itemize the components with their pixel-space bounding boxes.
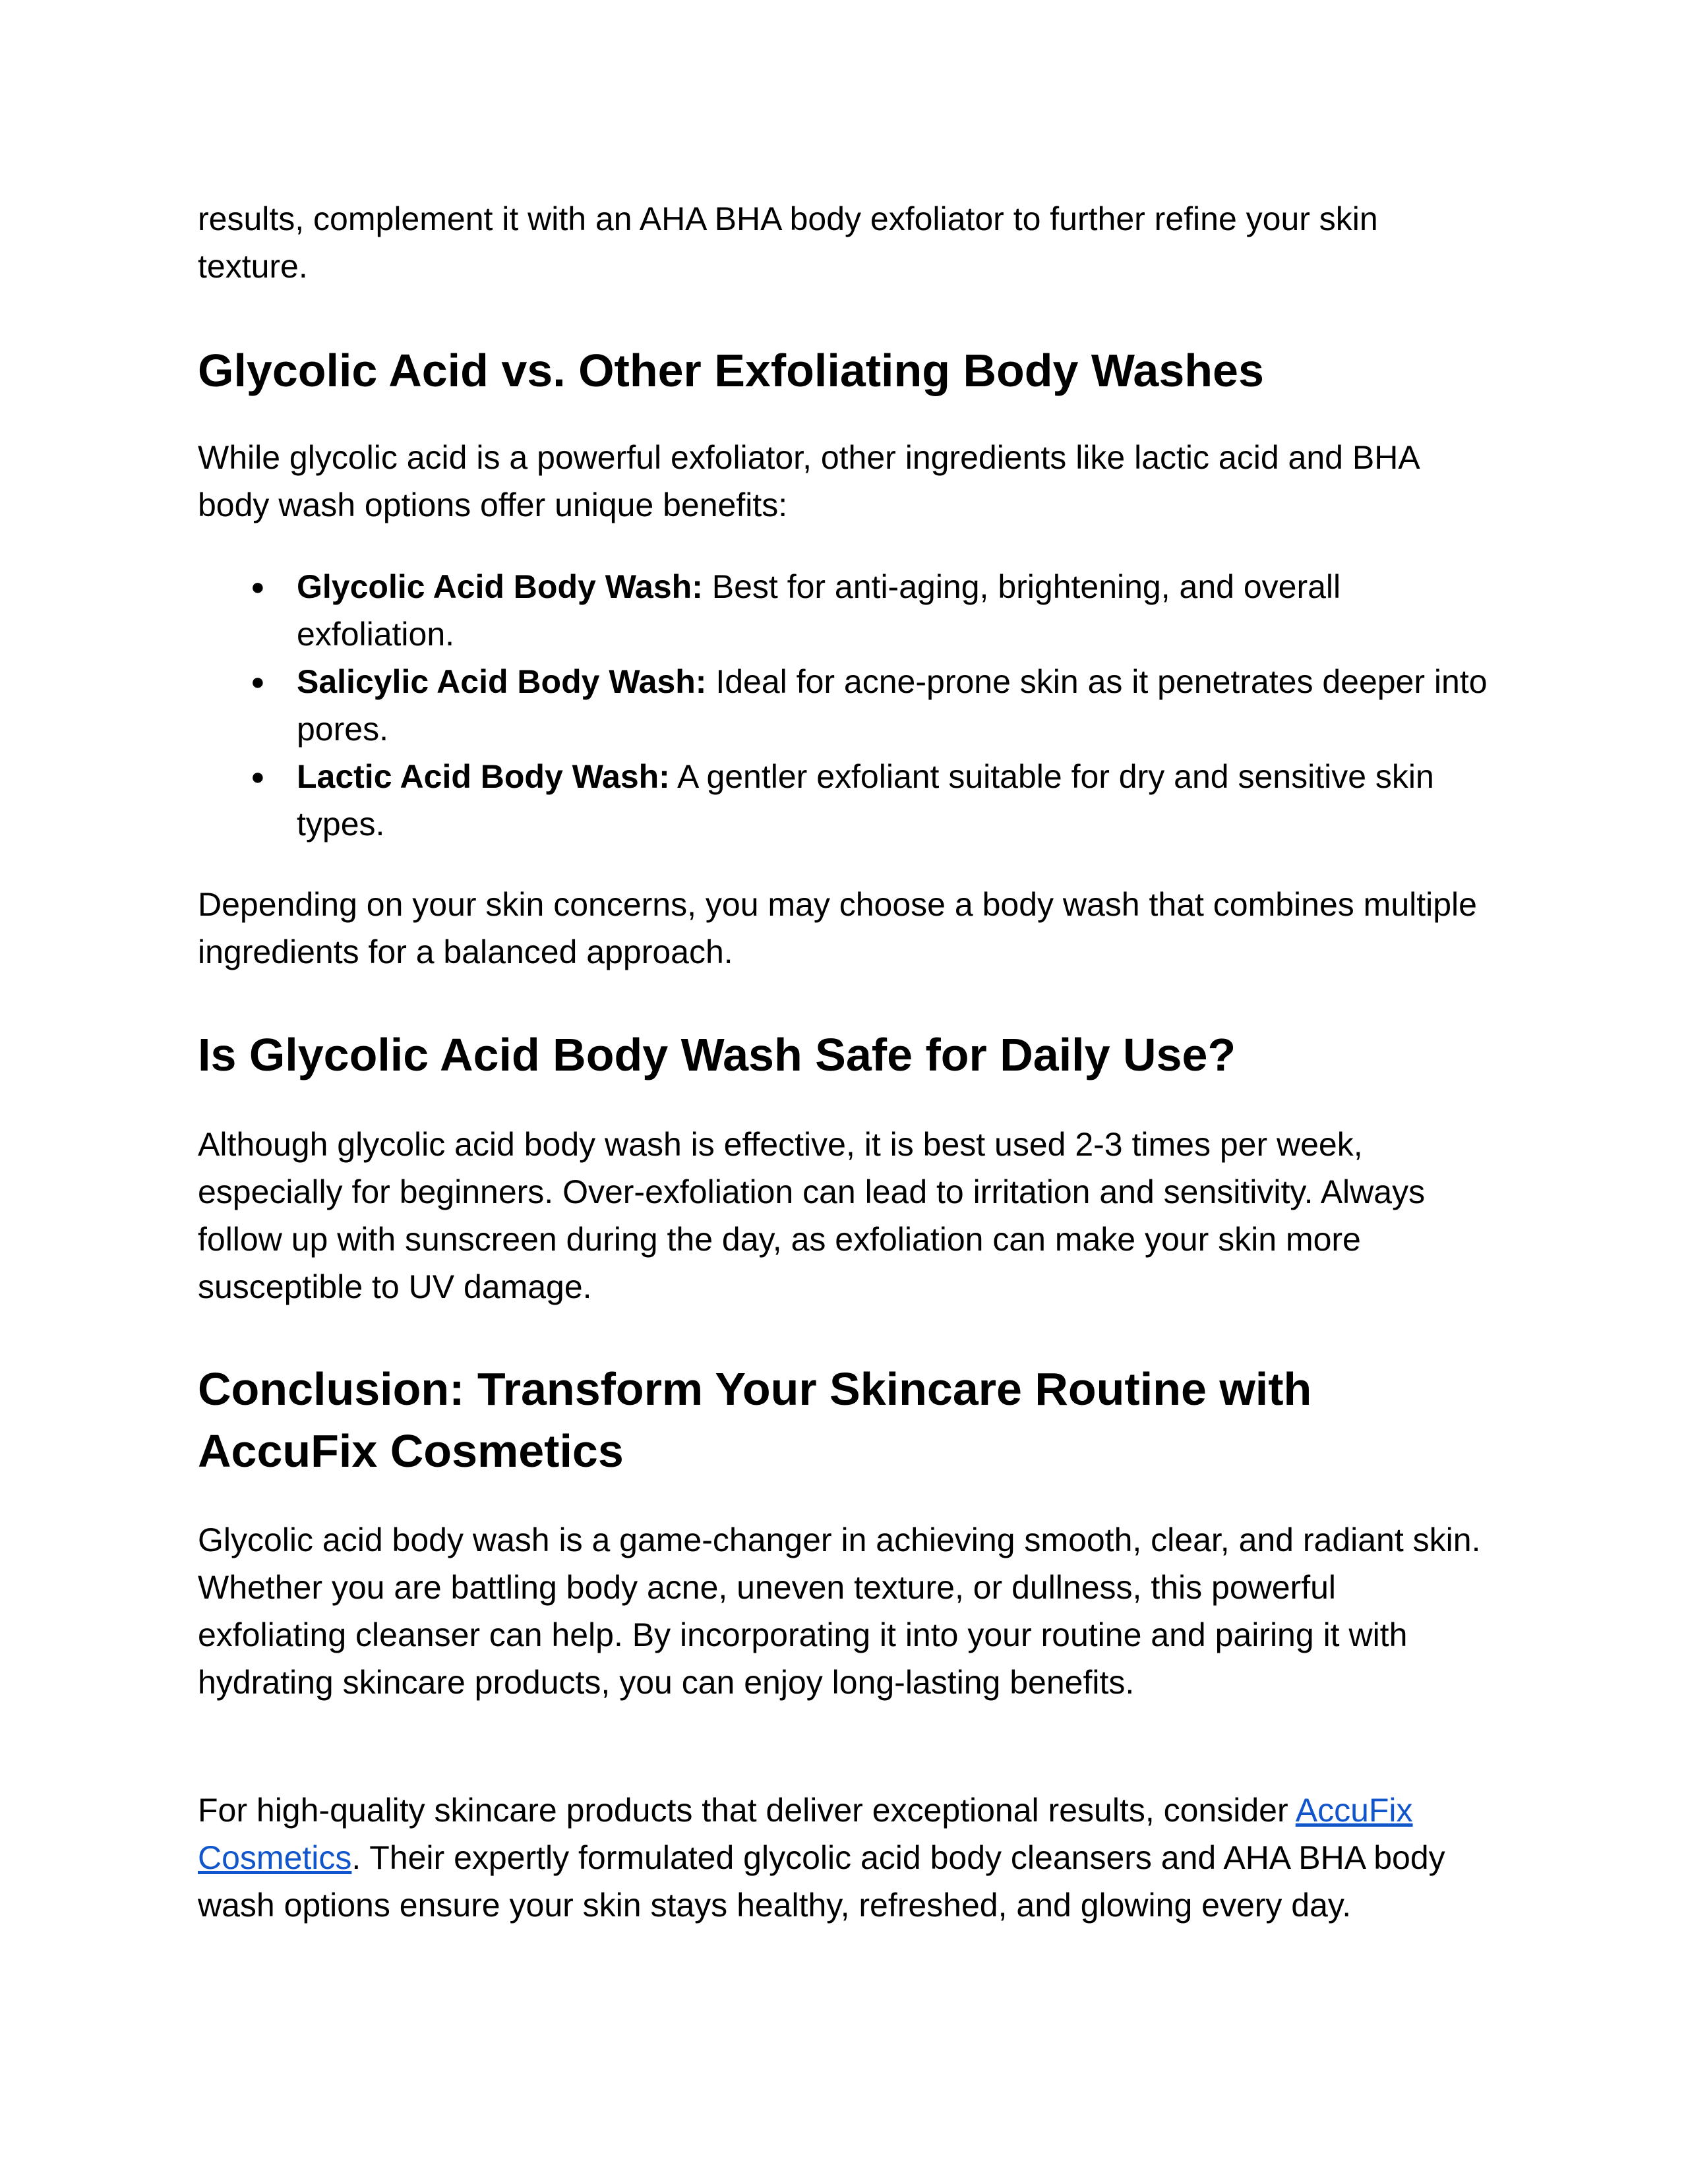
- list-item-label: Glycolic Acid Body Wash:: [297, 568, 703, 605]
- bullet-icon: ●: [251, 573, 265, 600]
- safety-paragraph: Although glycolic acid body wash is effective, it is best used 2-3 times per week, especially for beginners. Over-exfoliation can lead to irritation and sensitivity. Always follow up with sunscreen during the day, as exfoliation can make your skin more susceptible to UV damage.: [198, 1126, 1426, 1305]
- final-paragraph: [198, 1786, 1490, 1929]
- accufix-cosmetics-link[interactable]: AccuFix Cosmetics: [198, 1792, 1413, 1876]
- comparison-bullet-list: [198, 563, 1490, 848]
- bullet-icon: ●: [251, 668, 265, 695]
- final-text-before: For high-quality skincare products that deliver exceptional results, consider: [198, 1792, 1296, 1829]
- list-item: [198, 753, 1490, 848]
- list-item: [198, 563, 1490, 658]
- list-item: [198, 658, 1490, 753]
- list-item-text: A gentler exfoliant suitable for dry and sensitive skin types.: [297, 758, 1434, 842]
- list-item-text: Ideal for acne-prone skin as it penetrates deeper into pores.: [297, 663, 1488, 748]
- conclusion-paragraph: Glycolic acid body wash is a game-changer in achieving smooth, clear, and radiant skin. Whether you are battling body acne, uneven texture, or dullness, this powerful exfoliating cleanser can help. By incorporating it into your routine and pairing it with hydrating skincare products, you can enjoy long-lasting benefits.: [198, 1521, 1481, 1701]
- section-heading-conclusion: Conclusion: Transform Your Skincare Routine with AccuFix Cosmetics: [198, 1363, 1312, 1477]
- comparison-intro-paragraph: While glycolic acid is a powerful exfoliator, other ingredients like lactic acid and BHA body wash options offer unique benefits:: [198, 439, 1418, 523]
- section-heading-safety: Is Glycolic Acid Body Wash Safe for Daily Use?: [198, 1029, 1236, 1080]
- list-item-label: Salicylic Acid Body Wash:: [297, 663, 707, 700]
- list-item-label: Lactic Acid Body Wash:: [297, 758, 670, 795]
- intro-paragraph: results, complement it with an AHA BHA body exfoliator to further refine your skin texture.: [198, 200, 1378, 285]
- section-heading-comparison: Glycolic Acid vs. Other Exfoliating Body Washes: [198, 345, 1264, 396]
- list-item-text: Best for anti-aging, brightening, and overall exfoliation.: [297, 568, 1341, 653]
- bullet-icon: ●: [251, 763, 265, 790]
- comparison-outro-paragraph: Depending on your skin concerns, you may choose a body wash that combines multiple ingredients for a balanced approach.: [198, 886, 1477, 970]
- final-text-after: . Their expertly formulated glycolic acid body cleansers and AHA BHA body wash options ensure your skin stays healthy, refreshed, and glowing every day.: [198, 1839, 1445, 1924]
